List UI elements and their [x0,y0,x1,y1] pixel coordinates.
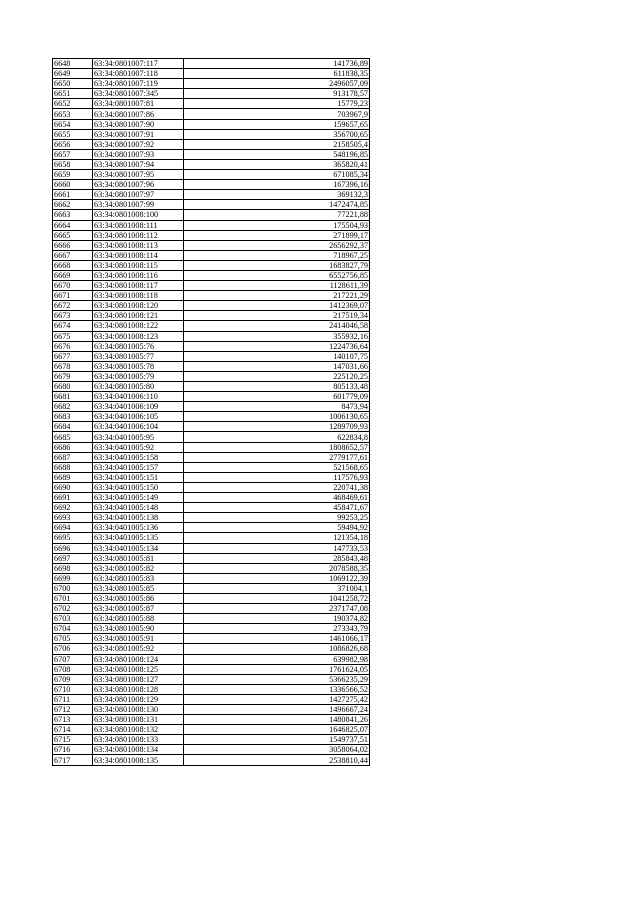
cadastral-number-cell: 63:34:0401005:148 [93,503,184,513]
value-cell: 147031,66 [184,361,370,371]
value-cell: 521568,65 [184,462,370,472]
cadastral-number-cell: 63:34:0401005:149 [93,493,184,503]
table-row [53,200,370,210]
table-row [53,260,370,270]
value-cell: 1480841,26 [184,715,370,725]
table-body [53,59,370,766]
value-cell: 639982,98 [184,654,370,664]
value-cell: 718967,25 [184,250,370,260]
value-cell: 2496057,09 [184,79,370,89]
cadastral-number-cell: 63:34:0801008:100 [93,210,184,220]
value-cell: 1289709,93 [184,422,370,432]
table-row [53,573,370,583]
table-row [53,170,370,180]
cadastral-number-cell: 63:34:0801008:127 [93,674,184,684]
value-cell: 1496667,24 [184,705,370,715]
row-number-cell: 6679 [53,371,93,381]
row-number-cell: 6681 [53,392,93,402]
table-row [53,220,370,230]
row-number-cell: 6666 [53,240,93,250]
table-row [53,725,370,735]
value-cell: 365820,41 [184,159,370,169]
row-number-cell: 6648 [53,59,93,69]
table-row [53,190,370,200]
row-number-cell: 6695 [53,533,93,543]
value-cell: 190374,82 [184,614,370,624]
row-number-cell: 6684 [53,422,93,432]
row-number-cell: 6654 [53,119,93,129]
cadastral-number-cell: 63:34:0801007:119 [93,79,184,89]
cadastral-number-cell: 63:34:0401005:158 [93,452,184,462]
table-row [53,462,370,472]
table-row [53,79,370,89]
table-row [53,99,370,109]
row-number-cell: 6659 [53,170,93,180]
row-number-cell: 6690 [53,482,93,492]
table-row [53,634,370,644]
table-row [53,513,370,523]
value-cell: 2779177,61 [184,452,370,462]
cadastral-number-cell: 63:34:0801005:82 [93,563,184,573]
value-cell: 1006130,65 [184,412,370,422]
value-cell: 1086826,68 [184,644,370,654]
table-row [53,624,370,634]
table-row [53,149,370,159]
value-cell: 1761624,05 [184,664,370,674]
row-number-cell: 6701 [53,593,93,603]
row-number-cell: 6670 [53,281,93,291]
value-cell: 140107,75 [184,351,370,361]
row-number-cell: 6710 [53,684,93,694]
table-row [53,281,370,291]
value-cell: 217519,34 [184,311,370,321]
row-number-cell: 6669 [53,270,93,280]
value-cell: 1683827,79 [184,260,370,270]
value-cell: 548196,85 [184,149,370,159]
table-row [53,452,370,462]
cadastral-number-cell: 63:34:0801007:95 [93,170,184,180]
cadastral-number-cell: 63:34:0801008:116 [93,270,184,280]
value-cell: 77221,88 [184,210,370,220]
row-number-cell: 6662 [53,200,93,210]
row-number-cell: 6657 [53,149,93,159]
row-number-cell: 6676 [53,341,93,351]
cadastral-number-cell: 63:34:0801007:91 [93,129,184,139]
table-row [53,533,370,543]
value-cell: 2538810,44 [184,755,370,765]
cadastral-number-cell: 63:34:0801007:96 [93,180,184,190]
cadastral-number-cell: 63:34:0801007:94 [93,159,184,169]
row-number-cell: 6682 [53,402,93,412]
cadastral-number-cell: 63:34:0801005:79 [93,371,184,381]
cadastral-number-cell: 63:34:0801008:120 [93,301,184,311]
cadastral-number-cell: 63:34:0801005:85 [93,583,184,593]
value-cell: 1808652,57 [184,442,370,452]
table-row [53,563,370,573]
row-number-cell: 6699 [53,573,93,583]
cadastral-number-cell: 63:34:0801007:93 [93,149,184,159]
value-cell: 147733,53 [184,543,370,553]
table-row [53,331,370,341]
row-number-cell: 6672 [53,301,93,311]
row-number-cell: 6675 [53,331,93,341]
value-cell: 1128611,39 [184,281,370,291]
value-cell: 468469,61 [184,493,370,503]
cadastral-number-cell: 63:34:0801005:91 [93,634,184,644]
value-cell: 1041258,72 [184,593,370,603]
row-number-cell: 6680 [53,382,93,392]
row-number-cell: 6650 [53,79,93,89]
value-cell: 8473,94 [184,402,370,412]
value-cell: 1549737,51 [184,735,370,745]
row-number-cell: 6707 [53,654,93,664]
table-row [53,482,370,492]
row-number-cell: 6671 [53,291,93,301]
table-row [53,412,370,422]
table-row [53,735,370,745]
table-row [53,109,370,119]
value-cell: 1472474,85 [184,200,370,210]
cadastral-number-cell: 63:34:0801008:121 [93,311,184,321]
row-number-cell: 6652 [53,99,93,109]
value-cell: 1427275,42 [184,694,370,704]
row-number-cell: 6717 [53,755,93,765]
table-row [53,159,370,169]
value-cell: 117576,93 [184,472,370,482]
cadastral-number-cell: 63:34:0801005:78 [93,361,184,371]
table-row [53,392,370,402]
value-cell: 369132,3 [184,190,370,200]
table-row [53,684,370,694]
value-cell: 6552756,85 [184,270,370,280]
cadastral-number-cell: 63:34:0801005:88 [93,614,184,624]
value-cell: 273343,79 [184,624,370,634]
cadastral-number-cell: 63:34:0801005:83 [93,573,184,583]
table-row [53,291,370,301]
cadastral-number-cell: 63:34:0801007:86 [93,109,184,119]
row-number-cell: 6677 [53,351,93,361]
value-cell: 2371747,08 [184,604,370,614]
table-row [53,230,370,240]
table-row [53,543,370,553]
row-number-cell: 6712 [53,705,93,715]
table-row [53,210,370,220]
table-row [53,493,370,503]
table-row [53,604,370,614]
cadastral-number-cell: 63:34:0801008:112 [93,230,184,240]
row-number-cell: 6688 [53,462,93,472]
table-row [53,664,370,674]
cadastral-number-cell: 63:34:0801005:80 [93,382,184,392]
table-row [53,593,370,603]
cadastral-number-cell: 63:34:0801008:125 [93,664,184,674]
cadastral-number-cell: 63:34:0401005:138 [93,513,184,523]
table-row [53,139,370,149]
value-cell: 1461066,17 [184,634,370,644]
table-row [53,321,370,331]
row-number-cell: 6702 [53,604,93,614]
value-cell: 159657,65 [184,119,370,129]
cadastral-number-cell: 63:34:0801005:92 [93,644,184,654]
table-row [53,311,370,321]
cadastral-number-cell: 63:34:0401005:157 [93,462,184,472]
row-number-cell: 6674 [53,321,93,331]
cadastral-number-cell: 63:34:0801008:118 [93,291,184,301]
cadastral-number-cell: 63:34:0801008:132 [93,725,184,735]
row-number-cell: 6709 [53,674,93,684]
value-cell: 2656292,37 [184,240,370,250]
row-number-cell: 6664 [53,220,93,230]
row-number-cell: 6687 [53,452,93,462]
cadastral-number-cell: 63:34:0401005:92 [93,442,184,452]
cadastral-number-cell: 63:34:0801007:97 [93,190,184,200]
value-cell: 458471,67 [184,503,370,513]
row-number-cell: 6689 [53,472,93,482]
row-number-cell: 6716 [53,745,93,755]
value-cell: 2078588,35 [184,563,370,573]
value-cell: 1224736,64 [184,341,370,351]
cadastral-number-cell: 63:34:0801007:90 [93,119,184,129]
value-cell: 99253,25 [184,513,370,523]
row-number-cell: 6693 [53,513,93,523]
cadastral-number-cell: 63:34:0801008:113 [93,240,184,250]
cadastral-number-cell: 63:34:0801007:345 [93,89,184,99]
row-number-cell: 6713 [53,715,93,725]
cadastral-number-cell: 63:34:0801005:76 [93,341,184,351]
table-row [53,715,370,725]
row-number-cell: 6683 [53,412,93,422]
cadastral-number-cell: 63:34:0801007:118 [93,69,184,79]
cadastral-number-cell: 63:34:0801007:99 [93,200,184,210]
cadastral-number-cell: 63:34:0401005:150 [93,482,184,492]
table-row [53,745,370,755]
cadastral-number-cell: 63:34:0801008:131 [93,715,184,725]
table-row [53,59,370,69]
row-number-cell: 6714 [53,725,93,735]
value-cell: 121354,18 [184,533,370,543]
table-row [53,371,370,381]
table-row [53,755,370,765]
row-number-cell: 6667 [53,250,93,260]
cadastral-number-cell: 63:34:0801008:135 [93,755,184,765]
value-cell: 5366235,29 [184,674,370,684]
value-cell: 141736,89 [184,59,370,69]
cadastral-number-cell: 63:34:0801008:115 [93,260,184,270]
cadastral-number-cell: 63:34:0801008:123 [93,331,184,341]
value-cell: 15779,23 [184,99,370,109]
cadastral-number-cell: 63:34:0401005:151 [93,472,184,482]
value-cell: 3058064,02 [184,745,370,755]
cadastral-number-cell: 63:34:0801007:117 [93,59,184,69]
value-cell: 217221,29 [184,291,370,301]
value-cell: 611838,35 [184,69,370,79]
table-row [53,69,370,79]
value-cell: 371004,1 [184,583,370,593]
row-number-cell: 6708 [53,664,93,674]
cadastral-number-cell: 63:34:0801005:86 [93,593,184,603]
cadastral-number-cell: 63:34:0801008:130 [93,705,184,715]
row-number-cell: 6660 [53,180,93,190]
value-cell: 703967,9 [184,109,370,119]
value-cell: 356700,65 [184,129,370,139]
row-number-cell: 6692 [53,503,93,513]
row-number-cell: 6711 [53,694,93,704]
row-number-cell: 6685 [53,432,93,442]
row-number-cell: 6661 [53,190,93,200]
row-number-cell: 6651 [53,89,93,99]
row-number-cell: 6649 [53,69,93,79]
row-number-cell: 6694 [53,523,93,533]
row-number-cell: 6706 [53,644,93,654]
cadastral-number-cell: 63:34:0801008:111 [93,220,184,230]
row-number-cell: 6655 [53,129,93,139]
value-cell: 1646825,07 [184,725,370,735]
table-row [53,89,370,99]
value-cell: 1069122,39 [184,573,370,583]
cadastral-number-cell: 63:34:0401006:105 [93,412,184,422]
value-cell: 225120,25 [184,371,370,381]
cadastral-number-cell: 63:34:0801008:124 [93,654,184,664]
cadastral-number-cell: 63:34:0401005:134 [93,543,184,553]
cadastral-number-cell: 63:34:0801008:129 [93,694,184,704]
table-row [53,341,370,351]
value-cell: 1336566,52 [184,684,370,694]
row-number-cell: 6686 [53,442,93,452]
table-row [53,583,370,593]
cadastral-number-cell: 63:34:0801007:92 [93,139,184,149]
value-cell: 2414046,58 [184,321,370,331]
cadastral-number-cell: 63:34:0801008:114 [93,250,184,260]
row-number-cell: 6658 [53,159,93,169]
table-row [53,129,370,139]
row-number-cell: 6704 [53,624,93,634]
row-number-cell: 6705 [53,634,93,644]
cadastral-number-cell: 63:34:0801008:134 [93,745,184,755]
cadastral-number-cell: 63:34:0801005:81 [93,553,184,563]
table-row [53,472,370,482]
cadastral-number-cell: 63:34:0401006:109 [93,402,184,412]
table-row [53,674,370,684]
row-number-cell: 6698 [53,563,93,573]
cadastral-number-cell: 63:34:0801005:87 [93,604,184,614]
table-row [53,119,370,129]
row-number-cell: 6697 [53,553,93,563]
row-number-cell: 6678 [53,361,93,371]
row-number-cell: 6668 [53,260,93,270]
value-cell: 601779,09 [184,392,370,402]
table-row [53,503,370,513]
row-number-cell: 6715 [53,735,93,745]
cadastral-number-cell: 63:34:0401005:95 [93,432,184,442]
table-row [53,402,370,412]
table-row [53,270,370,280]
table-row [53,422,370,432]
row-number-cell: 6673 [53,311,93,321]
value-cell: 355932,16 [184,331,370,341]
row-number-cell: 6653 [53,109,93,119]
cadastral-number-cell: 63:34:0801005:90 [93,624,184,634]
row-number-cell: 6696 [53,543,93,553]
table-row [53,523,370,533]
row-number-cell: 6700 [53,583,93,593]
table-row [53,250,370,260]
value-cell: 913178,57 [184,89,370,99]
table-row [53,705,370,715]
value-cell: 805133,48 [184,382,370,392]
table-row [53,694,370,704]
value-cell: 671085,34 [184,170,370,180]
cadastral-number-cell: 63:34:0401005:136 [93,523,184,533]
table-row [53,240,370,250]
cadastral-number-cell: 63:34:0801008:128 [93,684,184,694]
table-row [53,351,370,361]
value-cell: 175504,93 [184,220,370,230]
cadastral-number-cell: 63:34:0401006:104 [93,422,184,432]
table-row [53,432,370,442]
cadastral-number-cell: 63:34:0801007:81 [93,99,184,109]
value-cell: 1412369,07 [184,301,370,311]
cadastral-number-cell: 63:34:0401006:110 [93,392,184,402]
row-number-cell: 6665 [53,230,93,240]
table-row [53,442,370,452]
value-cell: 285843,48 [184,553,370,563]
table-row [53,654,370,664]
data-table [52,58,370,766]
row-number-cell: 6691 [53,493,93,503]
value-cell: 59494,92 [184,523,370,533]
value-cell: 2158505,4 [184,139,370,149]
table-row [53,180,370,190]
cadastral-number-cell: 63:34:0801008:117 [93,281,184,291]
cadastral-number-cell: 63:34:0801008:133 [93,735,184,745]
cadastral-number-cell: 63:34:0801005:77 [93,351,184,361]
table-row [53,301,370,311]
value-cell: 167396,16 [184,180,370,190]
row-number-cell: 6703 [53,614,93,624]
value-cell: 622834,8 [184,432,370,442]
table-row [53,553,370,563]
table-row [53,361,370,371]
value-cell: 220741,38 [184,482,370,492]
cadastral-number-cell: 63:34:0801008:122 [93,321,184,331]
row-number-cell: 6656 [53,139,93,149]
cadastral-number-cell: 63:34:0401005:135 [93,533,184,543]
table-row [53,382,370,392]
table-row [53,614,370,624]
row-number-cell: 6663 [53,210,93,220]
table-row [53,644,370,654]
value-cell: 271899,17 [184,230,370,240]
